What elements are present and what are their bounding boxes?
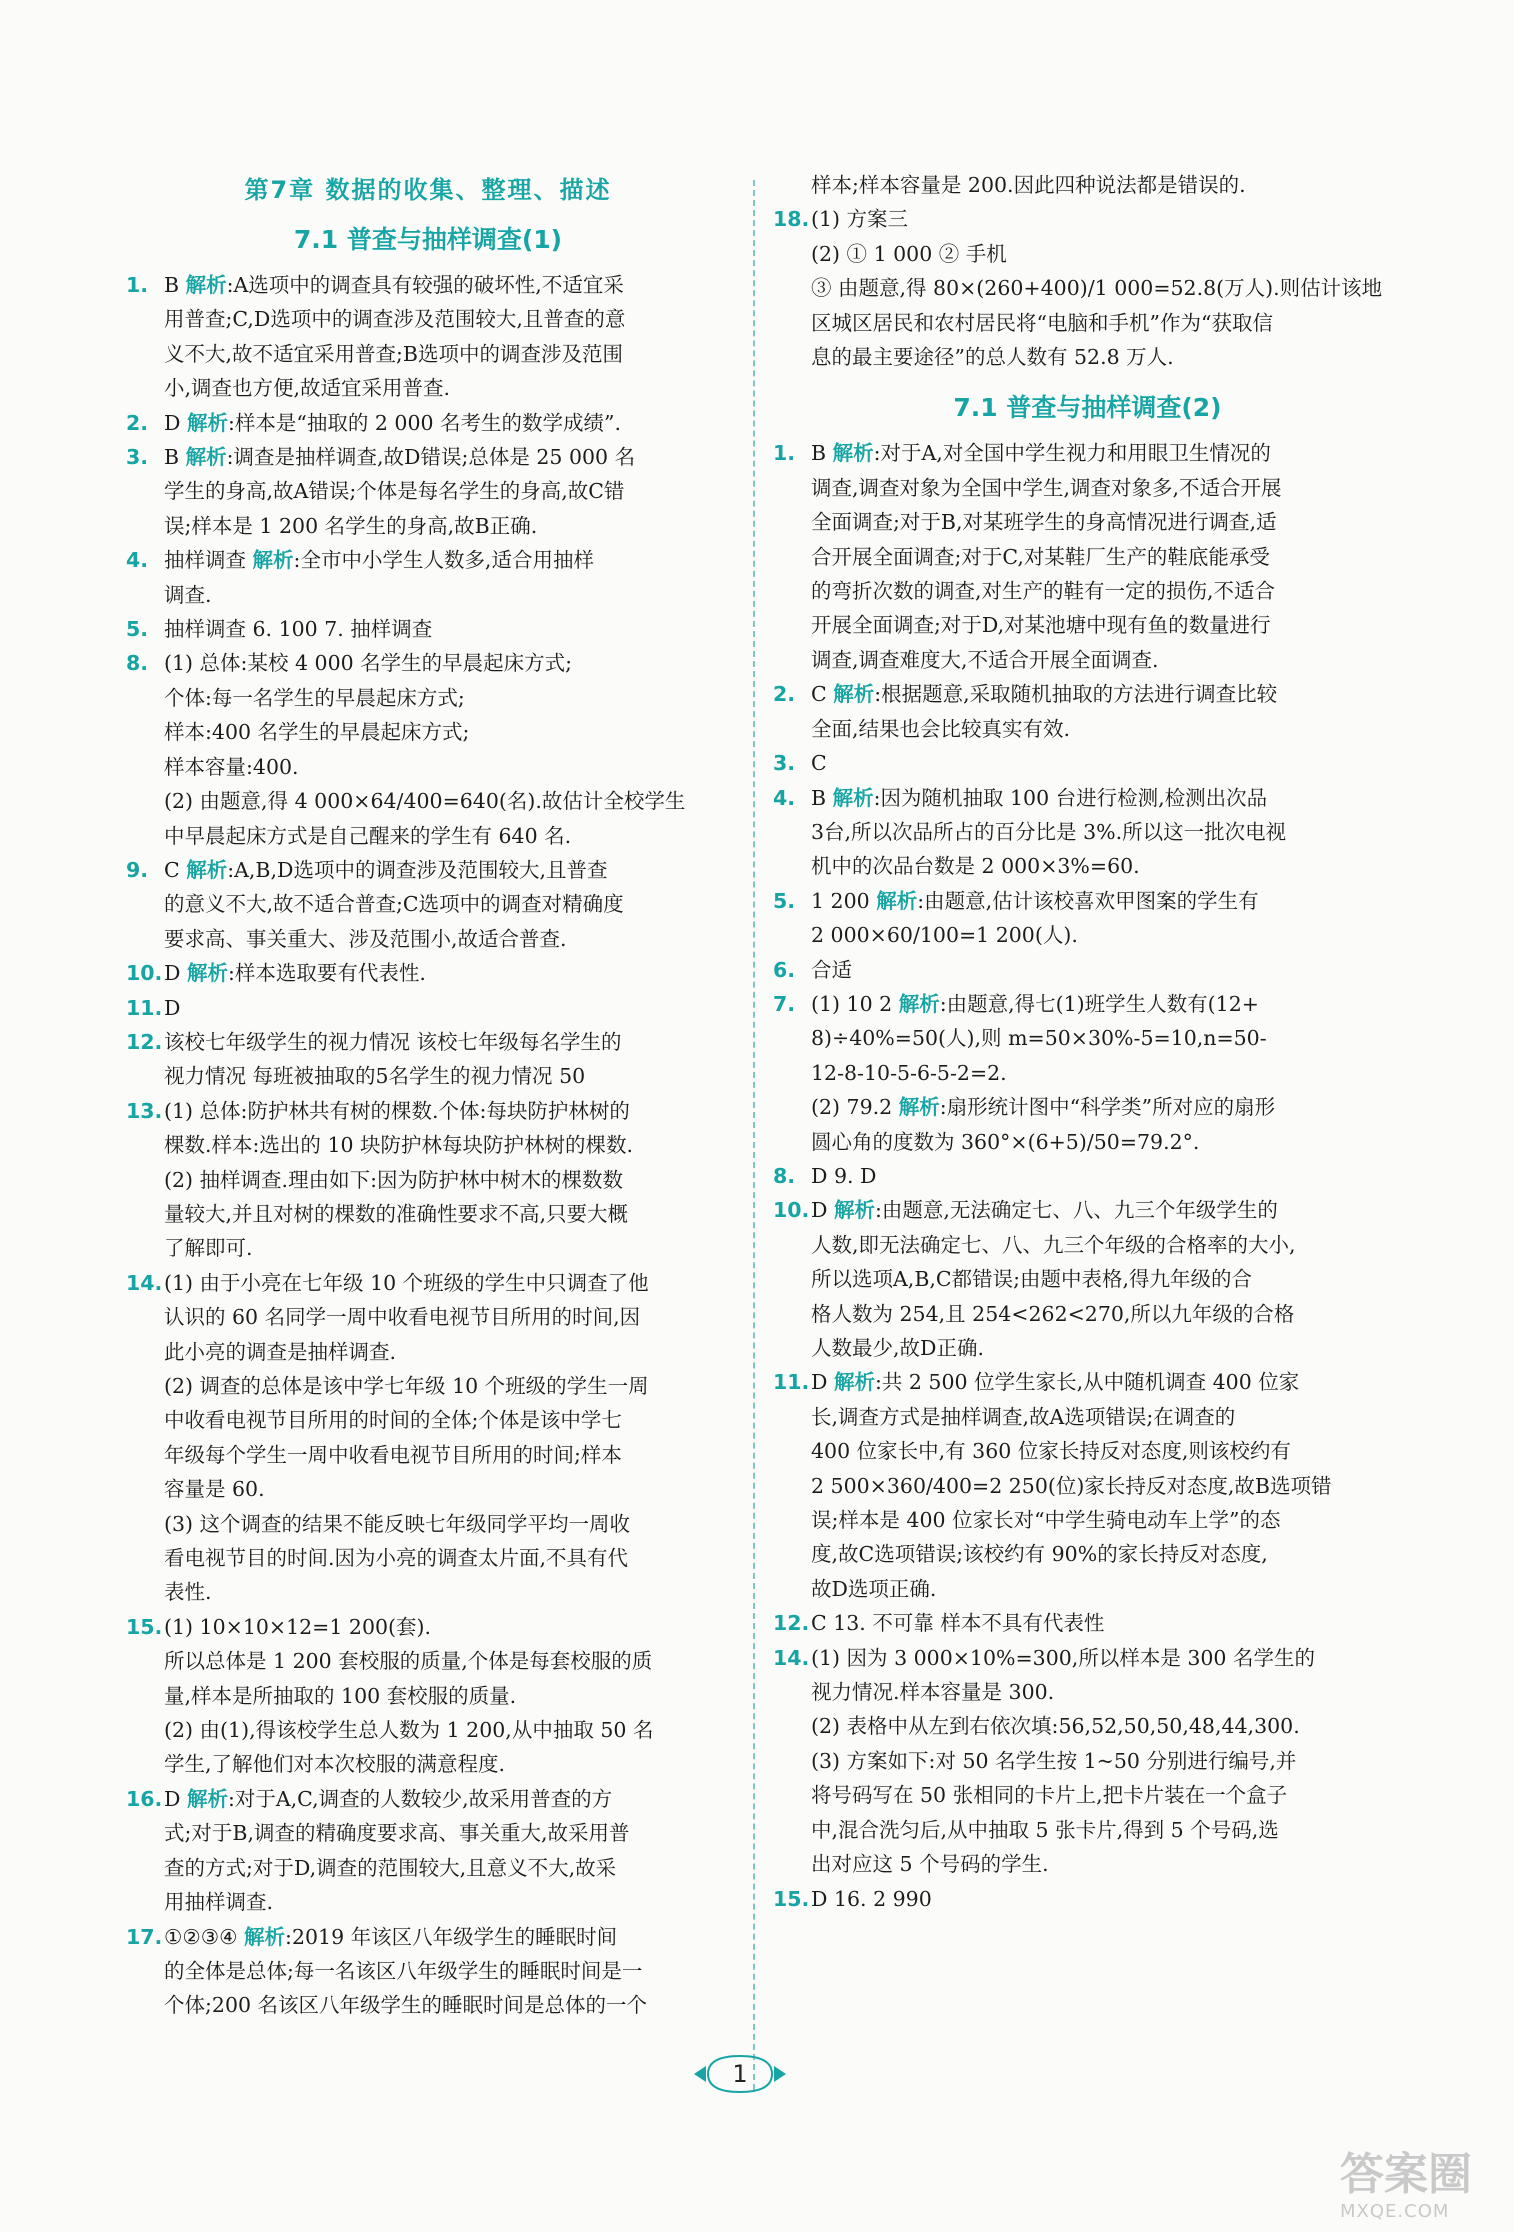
page-number (690, 2052, 790, 2096)
item-number: 2. (773, 682, 796, 707)
answer-line: 将号码写在 50 张相同的卡片上,把卡片装在一个盒子 (811, 1783, 1288, 1808)
answer-line: 式;对于B,调查的精确度要求高、事关重大,故采用普 (164, 1821, 630, 1846)
answer-line: 量,样本是所抽取的 100 套校服的质量. (164, 1683, 517, 1708)
answer-line: 中,混合洗匀后,从中抽取 5 张卡片,得到 5 个号码,选 (811, 1817, 1279, 1842)
section-title-2: 7.1 普查与抽样调查(2) (953, 393, 1222, 423)
left-answer-item (128, 991, 728, 1025)
answer-line: 度,故C选项错误;该校约有 90%的家长持反对态度, (811, 1542, 1268, 1567)
right-answer-item (775, 953, 1400, 987)
answer-line: (1) 总体:防护林共有树的棵数.个体:每块防护林树的 (164, 1098, 630, 1123)
answer-line: D 9. D (811, 1163, 877, 1188)
answer-line: (1) 方案三 (811, 207, 909, 232)
answer-line: B 解析:调查是抽样调查,故D错误;总体是 25 000 名 (164, 445, 636, 470)
left-answer-list (128, 268, 728, 2023)
analysis-tag: 解析 (185, 445, 227, 470)
right-answer-item (775, 1159, 1400, 1193)
answer-line: (1) 由于小亮在七年级 10 个班级的学生中只调查了他 (164, 1270, 649, 1295)
answer-line: D 解析:由题意,无法确定七、八、九三个年级学生的 (811, 1198, 1278, 1223)
left-answer-item (128, 956, 728, 990)
item-number: 10. (126, 961, 163, 986)
answer-line: B 解析:对于A,对全国中学生视力和用眼卫生情况的 (811, 441, 1271, 466)
answer-line: (3) 这个调查的结果不能反映七年级同学平均一周收 (164, 1511, 631, 1536)
right-answer-item (775, 436, 1400, 677)
item-number: 4. (773, 785, 796, 810)
item-number: 2. (126, 410, 149, 435)
answer-line: D 解析:样本选取要有代表性. (164, 961, 426, 986)
item-number: 1. (126, 273, 149, 297)
answer-line: D 解析:样本是“抽取的 2 000 名考生的数学成绩”. (164, 410, 622, 435)
analysis-tag: 解析 (898, 991, 940, 1016)
left-answer-item (128, 268, 728, 406)
analysis-tag: 解析 (898, 1095, 940, 1120)
answer-line: 区城区居民和农村居民将“电脑和手机”作为“获取信 (811, 310, 1273, 335)
answer-line: 开展全面调查;对于D,对某池塘中现有鱼的数量进行 (811, 613, 1271, 638)
item-number: 3. (126, 445, 149, 470)
answer-line: 全面,结果也会比较真实有效. (811, 716, 1071, 741)
item-number: 17. (126, 1924, 163, 1949)
left-answer-item (128, 646, 728, 852)
item-number: 5. (126, 617, 149, 642)
answer-line: 1 200 解析:由题意,估计该校喜欢甲图案的学生有 (811, 888, 1259, 913)
answer-line: 出对应这 5 个号码的学生. (811, 1852, 1049, 1877)
right-answer-item (775, 1606, 1400, 1640)
left-answer-item (128, 1094, 728, 1266)
answer-line: 人数最少,故D正确. (811, 1336, 984, 1360)
answer-line: (2) ① 1 000 ② 手机 (811, 241, 1007, 266)
item-number: 3. (773, 751, 796, 776)
analysis-tag: 解析 (244, 1924, 286, 1949)
answer-line: 年级每个学生一周中收看电视节目所用的时间;样本 (164, 1442, 622, 1467)
answer-line: 学生,了解他们对本次校服的满意程度. (164, 1752, 506, 1777)
right-answer-item (775, 781, 1400, 884)
analysis-tag: 解析 (832, 785, 874, 810)
left-answer-item (128, 1782, 728, 1920)
answer-line: 了解即可. (164, 1236, 253, 1261)
item-number: 12. (773, 1611, 810, 1636)
answer-line: C 解析:根据题意,采取随机抽取的方法进行调查比较 (811, 682, 1278, 707)
answer-line: 息的最主要途径”的总人数有 52.8 万人. (811, 345, 1174, 370)
item-number: 14. (126, 1270, 163, 1295)
left-answer-item (128, 440, 728, 543)
answer-line: 中收看电视节目所用的时间的全体;个体是该中学七 (164, 1408, 622, 1433)
answer-line: 要求高、事关重大、涉及范围小,故适合普查. (164, 926, 567, 951)
answer-line: 人数,即无法确定七、八、九三个年级的合格率的大小, (811, 1232, 1296, 1257)
answer-line: 该校七年级学生的视力情况 该校七年级每名学生的 (164, 1029, 622, 1054)
answer-line: 的全体是总体;每一名该区八年级学生的睡眠时间是一 (164, 1958, 643, 1983)
answer-line: 认识的 60 名同学一周中收看电视节目所用的时间,因 (164, 1305, 641, 1330)
item-number: 10. (773, 1198, 810, 1223)
answer-line: 调查. (164, 582, 212, 607)
answer-line: 抽样调查 6. 100 7. 抽样调查 (164, 617, 433, 642)
answer-line: 合适 (811, 957, 852, 982)
left-answer-item (128, 543, 728, 612)
right-answer-item (775, 677, 1400, 746)
watermark (1340, 2150, 1514, 2232)
answer-line: 量较大,并且对树的棵数的准确性要求不高,只要大概 (164, 1201, 629, 1226)
answer-line: 个体;200 名该区八年级学生的睡眠时间是总体的一个 (164, 1993, 648, 2018)
answer-line: 中早晨起床方式是自己醒来的学生有 640 名. (164, 823, 572, 848)
answer-line: (2) 由(1),得该校学生总人数为 1 200,从中抽取 50 名 (164, 1718, 654, 1743)
answer-line: 此小亮的调查是抽样调查. (164, 1339, 397, 1364)
left-column (128, 168, 728, 2023)
analysis-tag: 解析 (186, 857, 228, 882)
answer-line: 误;样本是 400 位家长对“中学生骑电动车上学”的态 (811, 1508, 1281, 1533)
answer-line: 所以总体是 1 200 套校服的质量,个体是每套校服的质 (164, 1649, 653, 1674)
answer-line: 看电视节目的时间.因为小亮的调查太片面,不具有代 (164, 1546, 629, 1571)
right-answer-item (775, 884, 1400, 953)
analysis-tag: 解析 (252, 548, 294, 573)
analysis-tag: 解析 (186, 1786, 228, 1811)
right-answer-item (775, 987, 1400, 1159)
answer-line: 调查,调查难度大,不适合开展全面调查. (811, 647, 1159, 672)
answer-line: 学生的身高,故A错误;个体是每名学生的身高,故C错 (164, 479, 625, 504)
column-divider (753, 180, 755, 2090)
analysis-tag: 解析 (832, 441, 874, 466)
answer-line: C 13. 不可靠 样本不具有代表性 (811, 1611, 1105, 1636)
right-answer-item (775, 1193, 1400, 1365)
analysis-tag: 解析 (185, 273, 227, 297)
item-number: 18. (773, 207, 810, 232)
answer-line: 样本;样本容量是 200.因此四种说法都是错误的. (811, 173, 1246, 197)
analysis-tag: 解析 (833, 1198, 875, 1223)
answer-line: 义不大,故不适宜采用普查;B选项中的调查涉及范围 (164, 341, 623, 366)
item-number: 7. (773, 991, 796, 1016)
answer-line: (1) 总体:某校 4 000 名学生的早晨起床方式; (164, 651, 573, 676)
right-answer-item (775, 1641, 1400, 1882)
left-answer-item (775, 202, 1400, 374)
right-column (775, 168, 1400, 1916)
answer-line: 容量是 60. (164, 1477, 265, 1502)
answer-line: ③ 由题意,得 80×(260+400)/1 000=52.8(万人).则估计该地 (811, 276, 1383, 301)
answer-line: 格人数为 254,且 254<262<270,所以九年级的合格 (811, 1301, 1295, 1326)
continued-answer (775, 168, 1400, 202)
answer-line: 样本容量:400. (164, 754, 299, 779)
answer-line: B 解析:因为随机抽取 100 台进行检测,检测出次品 (811, 785, 1268, 810)
item-number: 12. (126, 1029, 163, 1054)
answer-line: 的弯折次数的调查,对生产的鞋有一定的损伤,不适合 (811, 579, 1276, 604)
left-answer-item (128, 1610, 728, 1782)
item-number: 11. (773, 1370, 810, 1395)
answer-line: 用抽样调查. (164, 1890, 274, 1915)
answer-line: (1) 因为 3 000×10%=300,所以样本是 300 名学生的 (811, 1645, 1315, 1670)
analysis-tag: 解析 (833, 1370, 875, 1395)
answer-line: 长,调查方式是抽样调查,故A选项错误;在调查的 (811, 1404, 1236, 1429)
answer-line: 机中的次品台数是 2 000×3%=60. (811, 854, 1140, 879)
right-answer-item (775, 746, 1400, 780)
answer-line: 8)÷40%=50(人),则 m=50×30%-5=10,n=50- (811, 1026, 1267, 1051)
page-number-text: 1 (732, 2060, 748, 2088)
answer-line: (1) 10 2 解析:由题意,得七(1)班学生人数有(12+ (811, 991, 1259, 1016)
answer-line: 故D选项正确. (811, 1576, 937, 1601)
left-answer-item (128, 612, 728, 646)
section-title-1: 7.1 普查与抽样调查(1) (293, 225, 563, 254)
item-number: 15. (126, 1614, 163, 1639)
answer-line: 视力情况 每班被抽取的5名学生的视力情况 50 (164, 1064, 586, 1089)
answer-line: 抽样调查 解析:全市中小学生人数多,适合用抽样 (164, 548, 594, 573)
answer-line: 棵数.样本:选出的 10 块防护林每块防护林树的棵数. (164, 1133, 634, 1158)
item-number: 8. (773, 1163, 796, 1188)
answer-line: 的意义不大,故不适合普查;C选项中的调查对精确度 (164, 892, 624, 917)
chapter-title: 第7章 数据的收集、整理、描述 (244, 176, 612, 204)
analysis-tag: 解析 (186, 410, 228, 435)
answer-line: (2) 抽样调查.理由如下:因为防护林中树木的棵数数 (164, 1167, 623, 1192)
left-answer-item (128, 406, 728, 440)
item-number: 15. (773, 1886, 810, 1911)
answer-line: D 解析:对于A,C,调查的人数较少,故采用普查的方 (164, 1786, 613, 1811)
answer-line: D (164, 995, 181, 1020)
left-answer-item (128, 853, 728, 956)
item-number: 16. (126, 1786, 163, 1811)
answer-line: C 解析:A,B,D选项中的调查涉及范围较大,且普查 (164, 857, 608, 882)
answer-line: ①②③④ 解析:2019 年该区八年级学生的睡眠时间 (164, 1924, 618, 1949)
answer-line: 2 500×360/400=2 250(位)家长持反对态度,故B选项错 (811, 1473, 1332, 1498)
left-answer-item (128, 1266, 728, 1610)
item-number: 14. (773, 1645, 810, 1670)
answer-line: (2) 表格中从左到右依次填:56,52,50,50,48,44,300. (811, 1714, 1300, 1739)
answer-line: 表性. (164, 1580, 212, 1605)
item-number: 1. (773, 441, 796, 466)
item-number: 5. (773, 888, 796, 913)
item-number: 11. (126, 995, 163, 1020)
analysis-tag: 解析 (876, 888, 918, 913)
left-answer-item (128, 1920, 728, 2023)
answer-line: 3台,所以次品所占的百分比是 3%.所以这一批次电视 (811, 819, 1287, 844)
answer-line: (2) 79.2 解析:扇形统计图中“科学类”所对应的扇形 (811, 1095, 1276, 1120)
answer-line: D 16. 2 990 (811, 1886, 932, 1911)
continued-answer-text (775, 168, 1400, 202)
item-number: 13. (126, 1098, 163, 1123)
answer-line: 视力情况.样本容量是 300. (811, 1680, 1055, 1705)
answer-line: 全面调查;对于B,对某班学生的身高情况进行调查,适 (811, 510, 1277, 535)
answer-line: 小,调查也方便,故适宜采用普查. (164, 376, 451, 401)
answer-line: (1) 10×10×12=1 200(套). (164, 1614, 432, 1639)
answer-line: 个体:每一名学生的早晨起床方式; (164, 685, 465, 710)
answer-line: 查的方式;对于D,调查的范围较大,且意义不大,故采 (164, 1855, 617, 1880)
answer-line: C (811, 751, 827, 776)
item-number: 9. (126, 857, 149, 882)
answer-line: D 解析:共 2 500 位学生家长,从中随机调查 400 位家 (811, 1370, 1300, 1395)
answer-line: 误;样本是 1 200 名学生的身高,故B正确. (164, 513, 538, 538)
analysis-tag: 解析 (186, 961, 228, 986)
analysis-tag: 解析 (833, 682, 875, 707)
answer-line: 样本:400 名学生的早晨起床方式; (164, 720, 470, 745)
watermark-title: 答案圈 (1340, 2149, 1472, 2200)
item-number: 8. (126, 651, 149, 676)
watermark-url: MXQE.COM (1340, 2201, 1450, 2222)
answer-line: (2) 调查的总体是该中学七年级 10 个班级的学生一周 (164, 1374, 649, 1398)
answer-line: B 解析:A选项中的调查具有较强的破坏性,不适宜采 (164, 273, 624, 297)
answer-line: 圆心角的度数为 360°×(6+5)/50=79.2°. (811, 1129, 1200, 1154)
left-answer-item (128, 1025, 728, 1094)
answer-line: (2) 由题意,得 4 000×64/400=640(名).故估计全校学生 (164, 789, 686, 814)
right-answer-list (775, 436, 1400, 1915)
answer-line: 2 000×60/100=1 200(人). (811, 923, 1078, 948)
answer-line: 400 位家长中,有 360 位家长持反对态度,则该校约有 (811, 1439, 1291, 1464)
right-answer-item (775, 1365, 1400, 1606)
answer-line: 12-8-10-5-6-5-2=2. (811, 1060, 1007, 1085)
answer-line: 合开展全面调查;对于C,对某鞋厂生产的鞋底能承受 (811, 544, 1270, 569)
answer-line: 所以选项A,B,C都错误;由题中表格,得九年级的合 (811, 1267, 1253, 1292)
item-number: 6. (773, 957, 796, 982)
answer-line: 用普查;C,D选项中的调查涉及范围较大,且普查的意 (164, 307, 626, 332)
answer-line: (3) 方案如下:对 50 名学生按 1~50 分别进行编号,并 (811, 1748, 1297, 1773)
right-answer-item (775, 1882, 1400, 1916)
answer-line: 调查,调查对象为全国中学生,调查对象多,不适合开展 (811, 475, 1282, 500)
item-number: 4. (126, 548, 149, 573)
answer-18 (775, 202, 1400, 374)
